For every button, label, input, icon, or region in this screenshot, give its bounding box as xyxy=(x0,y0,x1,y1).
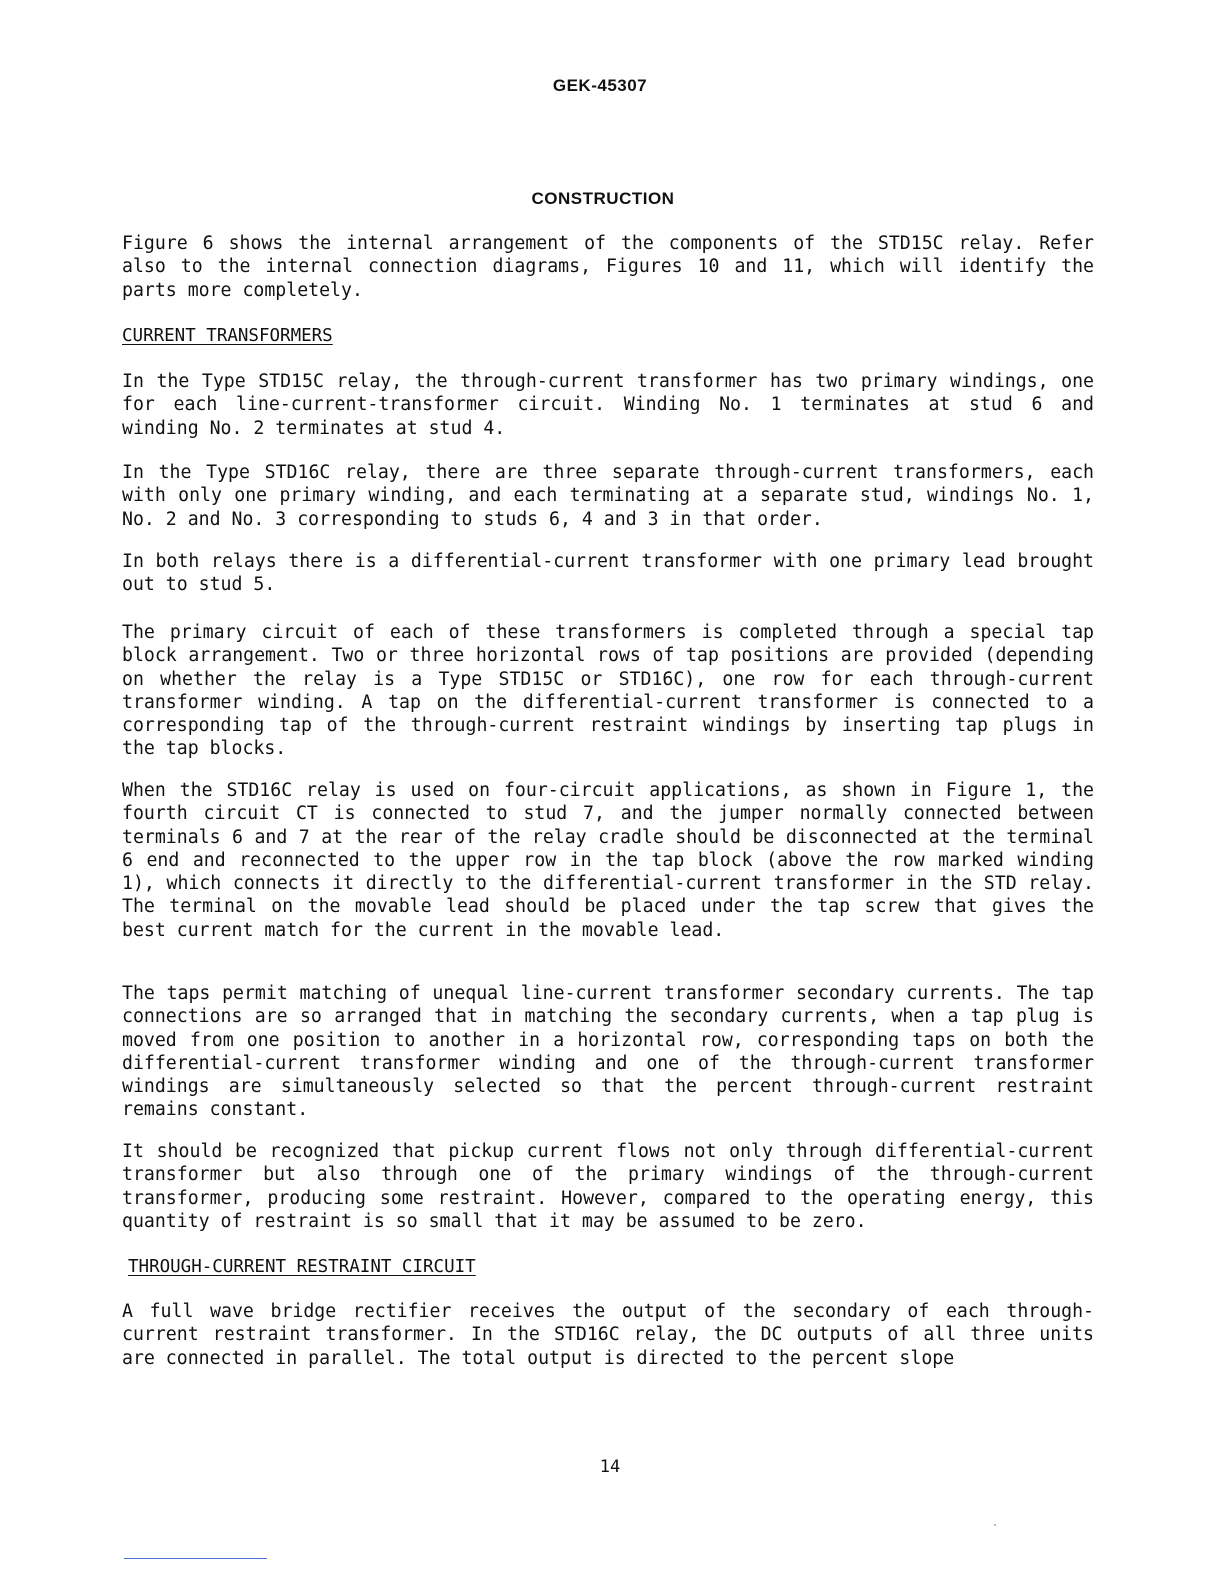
paragraph-std16c-windings: In the Type STD16C relay, there are three separate through-current transformers, each with only one primary winding, and each terminating at a separate stud, windings No. 1, No. 2 and No. 3 corresponding to studs 6, 4 and 3 in that order. xyxy=(122,462,1094,530)
restraint-circuit-heading: THROUGH-CURRENT RESTRAINT CIRCUIT xyxy=(128,1257,476,1277)
paragraph-pickup-current: It should be recognized that pickup current flows not only through differential-current transformer but also through one of the primary windings of the through-current transformer, producing some restraint. However, compared to the operating energy, this quantity of restraint is so small that it may be assumed to be zero. xyxy=(122,1141,1094,1232)
scan-speck xyxy=(994,1524,996,1526)
footer-rule xyxy=(124,1558,267,1559)
intro-paragraph: Figure 6 shows the internal arrangement of the components of the STD15C relay. Refer also to the internal connection diagrams, Figures 10 and 11, which will identify the parts more completely. xyxy=(122,233,1094,301)
document-number: GEK-45307 xyxy=(552,76,648,95)
paragraph-std15c-windings: In the Type STD15C relay, the through-current transformer has two primary windings, one for each line-current-transformer circuit. Winding No. 1 terminates at stud 6 and winding No. 2 terminates at stud 4. xyxy=(122,371,1094,439)
paragraph-four-circuit: When the STD16C relay is used on four-circuit applications, as shown in Figure 1, the fourth circuit CT is connected to stud 7, and the jumper normally connected between terminals 6 and 7 at the rear of the relay cradle should be disconnected at the terminal 6 end and reconnected to the upper row in the tap block (above the row marked winding 1), which connects it directly to the differential-current transformer in the STD relay. The terminal on the movable lead should be placed under the tap screw that gives the best current match for the current in the movable lead. xyxy=(122,780,1094,941)
section-title: CONSTRUCTION xyxy=(531,189,675,208)
paragraph-differential-transformer: In both relays there is a differential-current transformer with one primary lead brought out to stud 5. xyxy=(122,551,1094,596)
current-transformers-heading: CURRENT TRANSFORMERS xyxy=(122,326,333,346)
paragraph-tap-matching: The taps permit matching of unequal line-current transformer secondary currents. The tap connections are so arranged that in matching the secondary currents, when a tap plug is moved from one position to another in a horizontal row, corresponding taps on both the differential-current transformer winding and one of the through-current transformer windings are simultaneously selected so that the percent through-current restraint remains constant. xyxy=(122,983,1094,1121)
paragraph-tap-block: The primary circuit of each of these transformers is completed through a special tap block arrangement. Two or three horizontal rows of tap positions are provided (depending on whether the relay is a Type STD15C or STD16C), one row for each through-current transformer winding. A tap on the differential-current transformer is connected to a corresponding tap of the through-current restraint windings by inserting tap plugs in the tap blocks. xyxy=(122,622,1094,760)
paragraph-bridge-rectifier: A full wave bridge rectifier receives the output of the secondary of each through-current restraint transformer. In the STD16C relay, the DC outputs of all three units are connected in parallel. The total output is directed to the percent slope xyxy=(122,1301,1094,1369)
page-number: 14 xyxy=(599,1457,621,1477)
